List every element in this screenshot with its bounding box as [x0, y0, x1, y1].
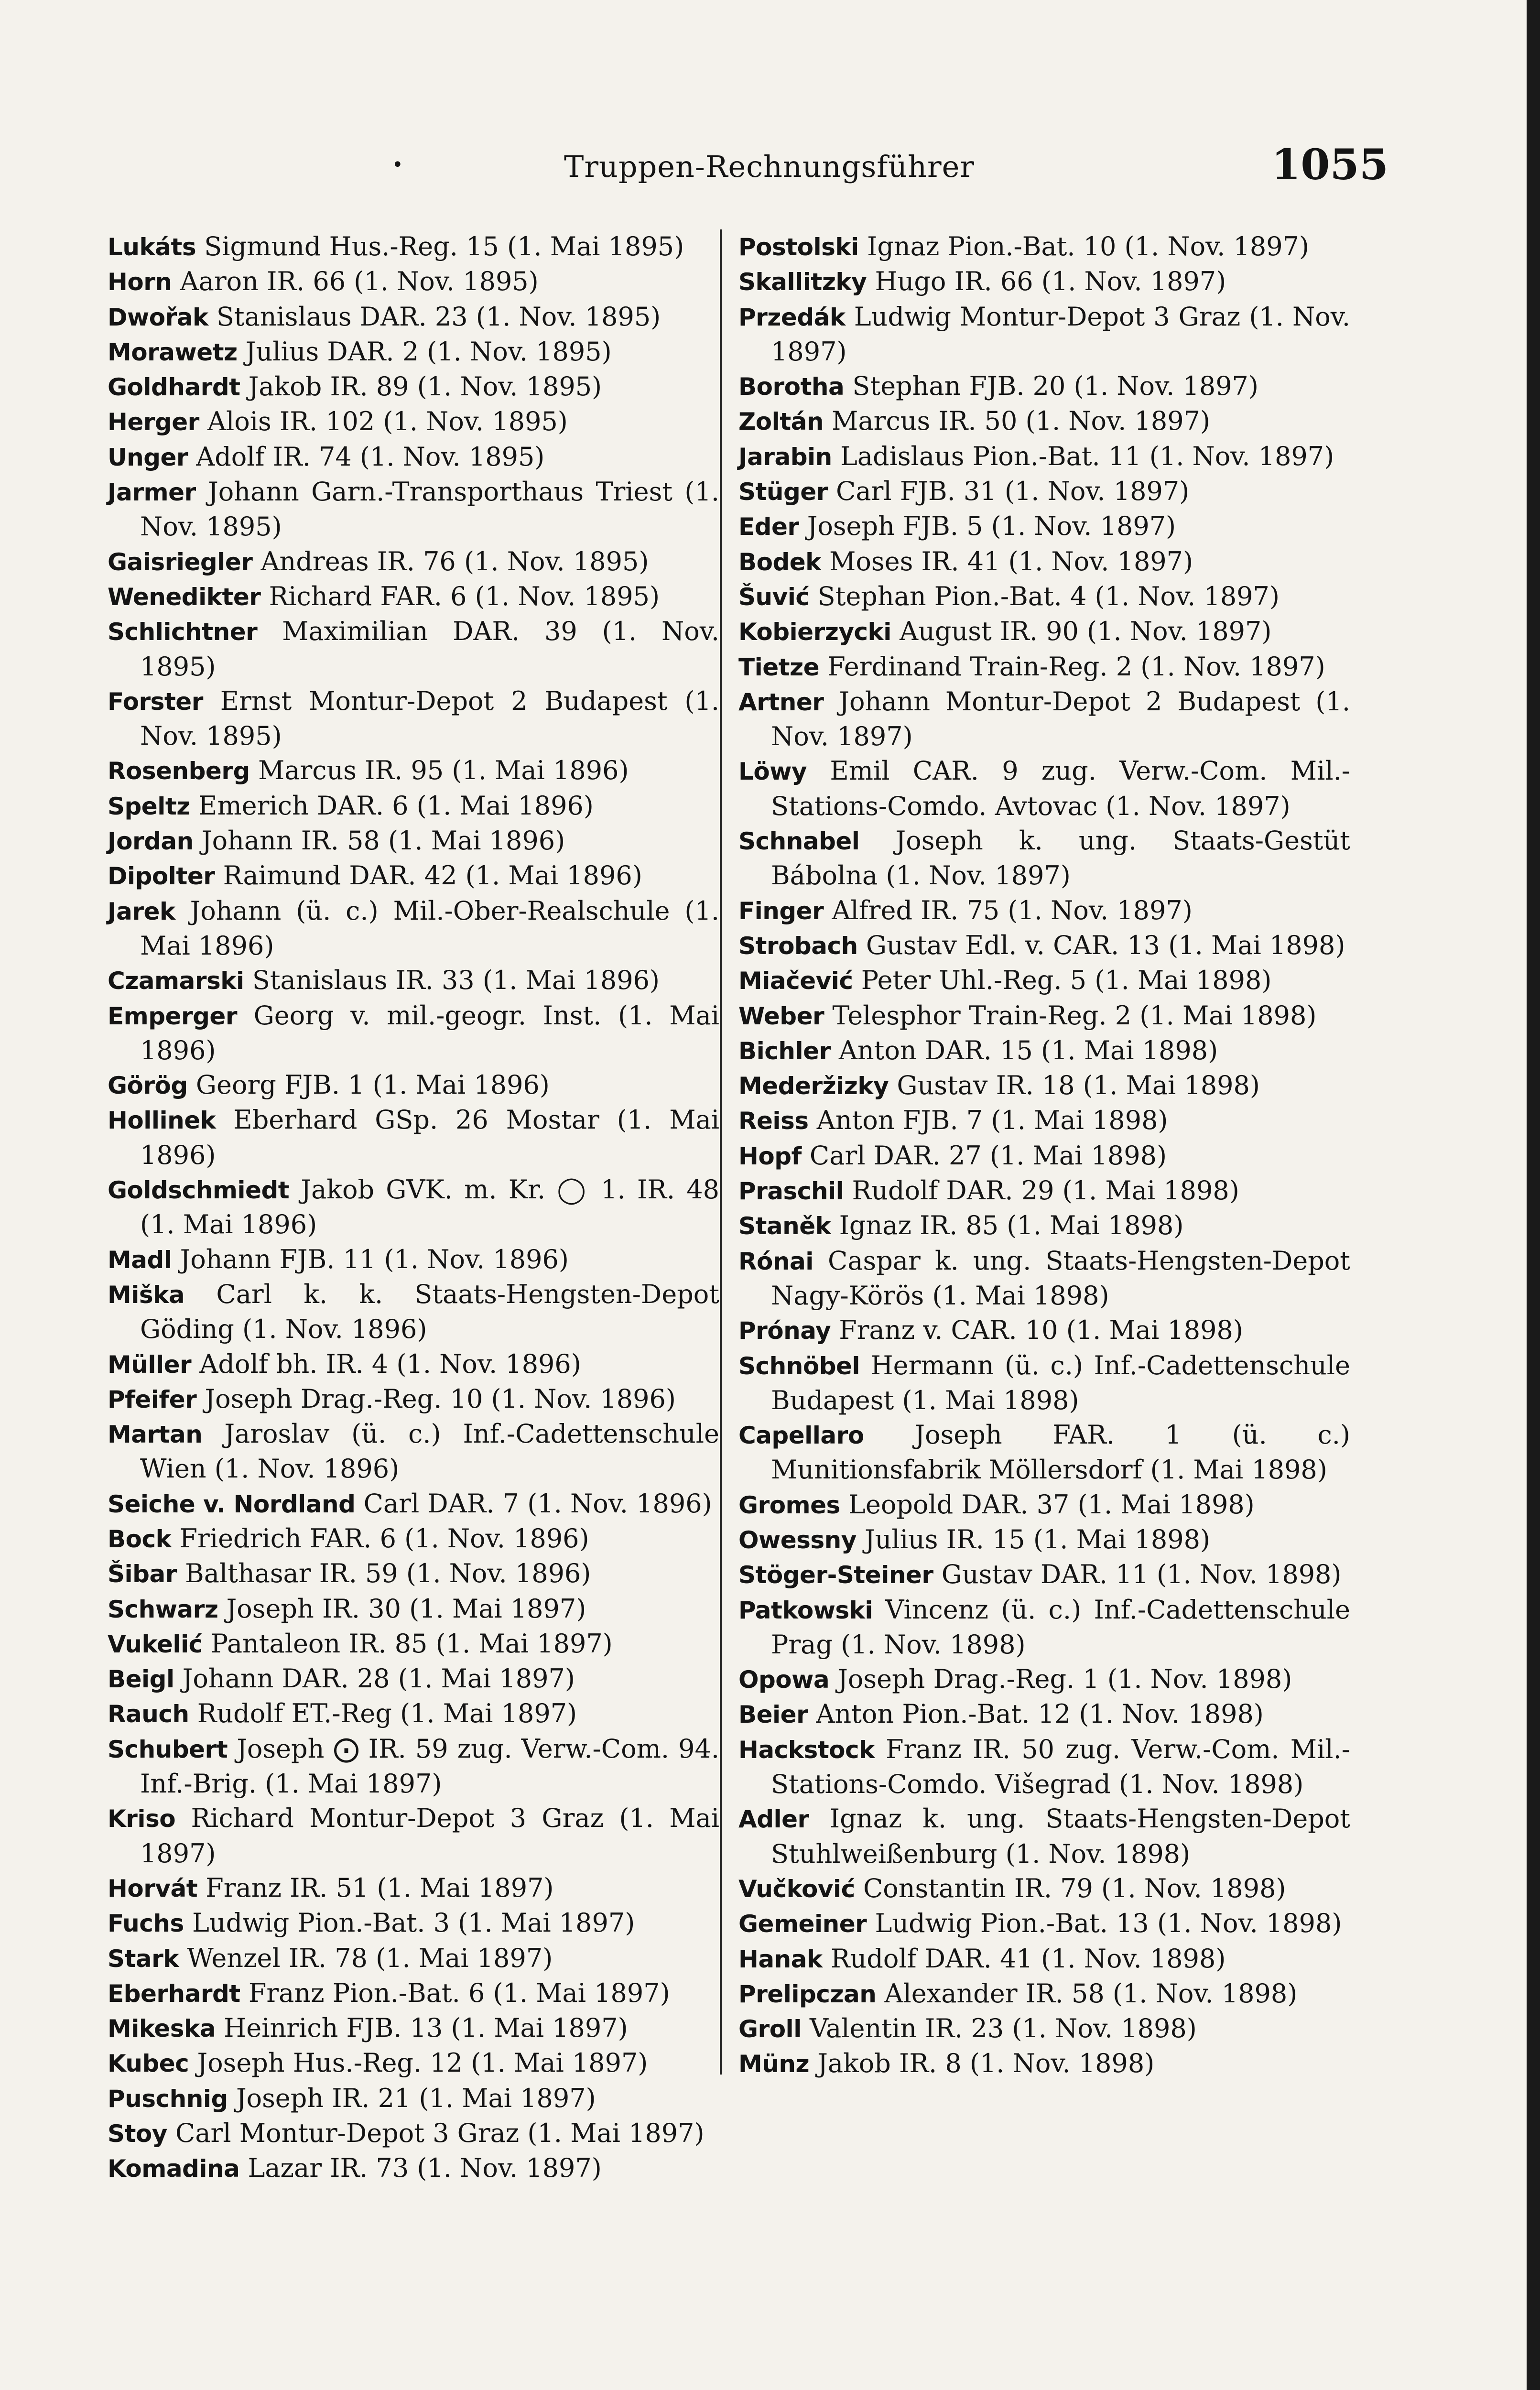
register-entry	[738, 963, 1350, 998]
entry-surname: Horvát	[108, 1874, 198, 1902]
register-entry	[108, 300, 719, 335]
register-entry	[108, 1941, 719, 1976]
entry-details: Johann DAR. 28 (1. Mai 1897)	[182, 1663, 575, 1694]
entry-surname: Rauch	[108, 1700, 189, 1728]
entry-details: Andreas IR. 76 (1. Nov. 1895)	[260, 546, 649, 576]
register-entry	[108, 2151, 719, 2186]
entry-surname: Prelipczan	[738, 1980, 877, 2008]
entry-details: Anton FJB. 7 (1. Mai 1898)	[816, 1105, 1168, 1136]
register-entry	[738, 1488, 1350, 1522]
register-entry	[108, 2011, 719, 2046]
entry-details: Julius IR. 15 (1. Mai 1898)	[865, 1524, 1210, 1554]
entry-details: Carl DAR. 27 (1. Mai 1898)	[809, 1140, 1167, 1171]
register-entry	[738, 1557, 1350, 1592]
entry-surname: Jarek	[108, 897, 175, 925]
entry-surname: Schlichtner	[108, 618, 258, 646]
register-entry	[108, 999, 719, 1068]
register-entry	[738, 1348, 1350, 1418]
entry-details: Jakob GVK. m. Kr. ◯ 1. IR. 48 (1. Mai 1896)	[140, 1174, 719, 1240]
entry-details: Peter Uhl.-Reg. 5 (1. Mai 1898)	[861, 965, 1272, 996]
entry-details: Ernst Montur-Depot 2 Budapest (1. Nov. 1895)	[140, 685, 719, 751]
register-entry	[108, 1627, 719, 1662]
register-entry	[108, 614, 719, 684]
register-entry	[108, 1242, 719, 1277]
register-entry	[738, 1033, 1350, 1068]
register-entry	[108, 404, 719, 439]
entry-surname: Schnabel	[738, 827, 860, 856]
page-header	[0, 140, 1540, 197]
entry-surname: Prónay	[738, 1317, 831, 1345]
register-entry	[108, 1382, 719, 1417]
entry-details: Marcus IR. 50 (1. Nov. 1897)	[832, 406, 1210, 436]
entry-surname: Komadina	[108, 2155, 240, 2183]
entry-surname: Šibar	[108, 1560, 177, 1588]
entry-details: Ludwig Pion.-Bat. 3 (1. Mai 1897)	[192, 1908, 635, 1938]
entry-surname: Schwarz	[108, 1595, 218, 1623]
entry-details: Leopold DAR. 37 (1. Mai 1898)	[848, 1489, 1255, 1520]
entry-details: Alois IR. 102 (1. Nov. 1895)	[207, 406, 568, 437]
register-entry	[738, 2046, 1350, 2081]
register-entry	[108, 544, 719, 579]
entry-surname: Hollinek	[108, 1107, 216, 1135]
entry-surname: Goldschmiedt	[108, 1176, 290, 1205]
register-entry	[738, 1802, 1350, 1871]
left-column	[108, 229, 719, 2186]
entry-details: Valentin IR. 23 (1. Nov. 1898)	[810, 2013, 1197, 2044]
entry-details: Vincenz (ü. c.) Inf.-Cadettenschule Prag (1. Nov. 1898)	[771, 1594, 1351, 1660]
page-number: 1055	[1271, 140, 1388, 189]
entry-surname: Miška	[108, 1281, 185, 1309]
entry-details: Julius DAR. 2 (1. Nov. 1895)	[245, 336, 612, 367]
register-entry	[738, 1244, 1350, 1314]
register-entry	[738, 1522, 1350, 1557]
entry-details: Anton DAR. 15 (1. Mai 1898)	[838, 1035, 1218, 1065]
register-entry	[108, 440, 719, 475]
entry-surname: Šuvić	[738, 583, 810, 611]
register-entry	[108, 894, 719, 964]
entry-surname: Kriso	[108, 1805, 176, 1833]
register-entry	[738, 1593, 1350, 1662]
entry-details: Moses IR. 41 (1. Nov. 1897)	[829, 546, 1193, 576]
register-entry	[738, 369, 1350, 404]
entry-surname: Finger	[738, 897, 824, 925]
register-entry	[738, 1906, 1350, 1941]
entry-surname: Löwy	[738, 758, 807, 786]
entry-surname: Martan	[108, 1421, 203, 1449]
register-entry	[738, 300, 1350, 369]
entry-surname: Vučković	[738, 1875, 855, 1903]
register-entry	[108, 475, 719, 544]
entry-details: Johann FJB. 11 (1. Nov. 1896)	[180, 1244, 569, 1274]
entry-details: Gustav Edl. v. CAR. 13 (1. Mai 1898)	[866, 930, 1345, 960]
entry-details: Joseph Drag.-Reg. 1 (1. Nov. 1898)	[837, 1664, 1292, 1695]
register-entry	[738, 928, 1350, 963]
entry-details: Ludwig Montur-Depot 3 Graz (1. Nov. 1897)	[771, 301, 1350, 367]
register-entry	[108, 1417, 719, 1487]
entry-details: Richard Montur-Depot 3 Graz (1. Mai 1897)	[140, 1803, 719, 1869]
entry-surname: Owessny	[738, 1526, 857, 1554]
entry-surname: Strobach	[738, 932, 858, 960]
entry-surname: Adler	[738, 1805, 809, 1834]
entry-details: Ladislaus Pion.-Bat. 11 (1. Nov. 1897)	[840, 441, 1334, 471]
entry-surname: Emperger	[108, 1002, 237, 1030]
entry-surname: Stark	[108, 1945, 179, 1973]
register-entry	[738, 1173, 1350, 1208]
register-entry	[108, 1347, 719, 1382]
register-entry	[108, 1976, 719, 2011]
entry-surname: Artner	[738, 688, 824, 716]
entry-surname: Gromes	[738, 1491, 840, 1519]
header-mark: •	[392, 154, 403, 176]
register-entry	[108, 229, 719, 264]
running-title: Truppen-Rechnungsführer	[564, 149, 975, 184]
entry-details: Lazar IR. 73 (1. Nov. 1897)	[248, 2153, 602, 2184]
entry-surname: Weber	[738, 1002, 824, 1030]
register-entry	[108, 1487, 719, 1521]
entry-surname: Hopf	[738, 1142, 802, 1170]
entry-surname: Herger	[108, 408, 199, 436]
entry-surname: Wenedikter	[108, 583, 261, 611]
entry-surname: Eberhardt	[108, 1979, 240, 2008]
register-entry	[738, 2011, 1350, 2046]
register-entry	[738, 614, 1350, 649]
entry-details: Georg v. mil.-geogr. Inst. (1. Mai 1896)	[140, 1000, 719, 1065]
entry-surname: Bock	[108, 1525, 172, 1553]
register-entry	[738, 999, 1350, 1033]
register-entry	[738, 474, 1350, 509]
entry-surname: Mikeska	[108, 2015, 216, 2043]
register-entry	[108, 369, 719, 404]
entry-surname: Unger	[108, 443, 188, 471]
register-entry	[108, 824, 719, 858]
register-entry	[738, 229, 1350, 264]
register-entry	[108, 1592, 719, 1627]
entry-details: Adolf IR. 74 (1. Nov. 1895)	[196, 441, 545, 472]
entry-surname: Postolski	[738, 233, 859, 261]
register-entry	[738, 1103, 1350, 1138]
register-entry	[108, 1068, 719, 1103]
register-entry	[108, 1173, 719, 1242]
entry-details: Stanislaus IR. 33 (1. Mai 1896)	[252, 965, 660, 996]
entry-details: Aaron IR. 66 (1. Nov. 1895)	[180, 266, 539, 297]
entry-surname: Mederžizky	[738, 1072, 889, 1100]
register-entry	[738, 893, 1350, 928]
entry-surname: Fuchs	[108, 1910, 184, 1938]
register-entry	[738, 1697, 1350, 1732]
register-entry	[108, 1906, 719, 1941]
entry-details: August IR. 90 (1. Nov. 1897)	[900, 616, 1272, 647]
entry-surname: Jordan	[108, 827, 194, 856]
entry-surname: Stoy	[108, 2120, 167, 2148]
register-entry	[738, 1871, 1350, 1906]
entry-surname: Goldhardt	[108, 373, 240, 402]
entry-surname: Jarabin	[738, 443, 832, 471]
entry-surname: Rónai	[738, 1247, 813, 1275]
register-entry	[108, 753, 719, 788]
scan-border	[1527, 0, 1540, 2390]
entry-surname: Beigl	[108, 1665, 174, 1694]
register-entry	[108, 335, 719, 369]
entry-surname: Speltz	[108, 792, 190, 820]
register-entry	[738, 404, 1350, 439]
entry-surname: Pfeifer	[108, 1385, 197, 1413]
register-entry	[738, 754, 1350, 824]
entry-details: Johann Montur-Depot 2 Budapest (1. Nov. 1897)	[771, 686, 1350, 752]
right-column	[738, 229, 1350, 2082]
register-entry	[738, 1977, 1350, 2011]
register-entry	[738, 579, 1350, 614]
entry-details: Raimund DAR. 42 (1. Mai 1896)	[223, 860, 642, 891]
entry-surname: Forster	[108, 687, 203, 716]
entry-details: Joseph Drag.-Reg. 10 (1. Nov. 1896)	[205, 1383, 676, 1414]
entry-surname: Hanak	[738, 1945, 823, 1973]
register-entry	[738, 1208, 1350, 1243]
entry-details: Stephan Pion.-Bat. 4 (1. Nov. 1897)	[817, 581, 1280, 611]
entry-surname: Staněk	[738, 1212, 831, 1240]
entry-details: Ludwig Pion.-Bat. 13 (1. Nov. 1898)	[875, 1908, 1342, 1939]
entry-details: Ignaz Pion.-Bat. 10 (1. Nov. 1897)	[867, 231, 1309, 261]
entry-details: Georg FJB. 1 (1. Mai 1896)	[195, 1070, 550, 1100]
register-entry	[108, 1556, 719, 1591]
entry-details: Anton Pion.-Bat. 12 (1. Nov. 1898)	[816, 1699, 1264, 1729]
register-entry	[738, 1418, 1350, 1488]
register-entry	[108, 789, 719, 824]
register-entry	[738, 1942, 1350, 1977]
entry-details: Johann Garn.-Transporthaus Triest (1. Nov. 1895)	[140, 477, 719, 542]
entry-details: Franz IR. 50 zug. Verw.-Com. Mil.-Stations-Comdo. Višegrad (1. Nov. 1898)	[771, 1734, 1350, 1800]
entry-details: Telesphor Train-Reg. 2 (1. Mai 1898)	[832, 1000, 1317, 1031]
entry-surname: Görög	[108, 1072, 188, 1100]
register-entry	[738, 650, 1350, 684]
entry-details: Gustav IR. 18 (1. Mai 1898)	[897, 1070, 1260, 1101]
entry-details: Eberhard GSp. 26 Mostar (1. Mai 1896)	[140, 1105, 719, 1170]
entry-details: Joseph IR. 21 (1. Mai 1897)	[236, 2083, 596, 2113]
entry-details: Hugo IR. 66 (1. Nov. 1897)	[875, 266, 1226, 297]
entry-details: Jakob IR. 89 (1. Nov. 1895)	[248, 371, 602, 402]
entry-surname: Jarmer	[108, 478, 196, 507]
entry-surname: Tietze	[738, 653, 820, 681]
register-entry	[108, 264, 719, 299]
entry-details: Gustav DAR. 11 (1. Nov. 1898)	[941, 1559, 1342, 1590]
register-entry	[738, 1732, 1350, 1802]
entry-surname: Skallitzky	[738, 268, 867, 296]
entry-details: Hermann (ü. c.) Inf.-Cadettenschule Budapest (1. Mai 1898)	[771, 1350, 1350, 1415]
entry-surname: Münz	[738, 2050, 810, 2078]
register-entry	[738, 1068, 1350, 1103]
entry-surname: Patkowski	[738, 1596, 873, 1624]
entry-details: Ferdinand Train-Reg. 2 (1. Nov. 1897)	[827, 651, 1325, 682]
entry-details: Stephan FJB. 20 (1. Nov. 1897)	[852, 371, 1258, 402]
entry-surname: Lukáts	[108, 233, 196, 261]
register-entry	[738, 1139, 1350, 1173]
entry-details: Emil CAR. 9 zug. Verw.-Com. Mil.-Stations-Comdo. Avtovac (1. Nov. 1897)	[771, 756, 1350, 821]
entry-details: Stanislaus DAR. 23 (1. Nov. 1895)	[216, 301, 661, 332]
column-divider	[720, 229, 722, 2075]
entry-details: Franz Pion.-Bat. 6 (1. Mai 1897)	[248, 1977, 670, 2008]
register-entry	[738, 509, 1350, 544]
entry-details: Johann (ü. c.) Mil.-Ober-Realschule (1. Mai 1896)	[140, 895, 720, 961]
entry-surname: Schubert	[108, 1735, 228, 1763]
entry-surname: Hackstock	[738, 1736, 875, 1764]
entry-details: Jaroslav (ü. c.) Inf.-Cadettenschule Wien (1. Nov. 1896)	[140, 1419, 720, 1484]
entry-details: Joseph IR. 30 (1. Mai 1897)	[226, 1593, 586, 1624]
entry-details: Carl DAR. 7 (1. Nov. 1896)	[363, 1488, 712, 1519]
entry-details: Constantin IR. 79 (1. Nov. 1898)	[863, 1873, 1286, 1903]
register-entry	[108, 579, 719, 614]
entry-details: Balthasar IR. 59 (1. Nov. 1896)	[185, 1558, 591, 1589]
register-entry	[738, 439, 1350, 474]
register-entry	[108, 684, 719, 754]
entry-details: Sigmund Hus.-Reg. 15 (1. Mai 1895)	[204, 231, 684, 261]
entry-details: Joseph FJB. 5 (1. Nov. 1897)	[807, 511, 1176, 542]
entry-surname: Dipolter	[108, 862, 215, 891]
entry-details: Carl FJB. 31 (1. Nov. 1897)	[836, 476, 1190, 507]
entry-surname: Schnöbel	[738, 1352, 860, 1380]
register-entry	[108, 2046, 719, 2081]
entry-surname: Capellaro	[738, 1422, 864, 1450]
register-entry	[108, 858, 719, 893]
entry-details: Maximilian DAR. 39 (1. Nov. 1895)	[140, 616, 719, 682]
entry-surname: Madl	[108, 1246, 172, 1274]
entry-details: Joseph ⨀ IR. 59 zug. Verw.-Com. 94. Inf.-Brig. (1. Mai 1897)	[140, 1733, 719, 1799]
entry-surname: Morawetz	[108, 338, 238, 366]
register-entry	[108, 2081, 719, 2116]
entry-details: Joseph FAR. 1 (ü. c.) Munitionsfabrik Möllersdorf (1. Mai 1898)	[771, 1420, 1350, 1485]
register-entry	[108, 1732, 719, 1802]
entry-details: Richard FAR. 6 (1. Nov. 1895)	[269, 581, 660, 611]
entry-details: Alexander IR. 58 (1. Nov. 1898)	[884, 1978, 1298, 2009]
entry-details: Joseph Hus.-Reg. 12 (1. Mai 1897)	[197, 2048, 648, 2078]
entry-surname: Müller	[108, 1350, 192, 1379]
entry-surname: Borotha	[738, 373, 845, 401]
entry-details: Friedrich FAR. 6 (1. Nov. 1896)	[179, 1523, 589, 1554]
entry-surname: Zoltán	[738, 408, 824, 436]
entry-details: Pantaleon IR. 85 (1. Mai 1897)	[210, 1628, 613, 1659]
entry-details: Carl k. k. Staats-Hengsten-Depot Göding (1. Nov. 1896)	[140, 1279, 719, 1345]
entry-details: Rudolf DAR. 41 (1. Nov. 1898)	[830, 1943, 1226, 1974]
entry-surname: Stüger	[738, 478, 828, 506]
entry-surname: Czamarski	[108, 967, 244, 995]
register-entry	[108, 1696, 719, 1731]
entry-details: Jakob IR. 8 (1. Nov. 1898)	[817, 2048, 1155, 2079]
entry-details: Adolf bh. IR. 4 (1. Nov. 1896)	[199, 1348, 581, 1379]
register-entry	[108, 1662, 719, 1696]
entry-surname: Horn	[108, 268, 172, 296]
register-entry	[738, 264, 1350, 299]
entry-details: Franz IR. 51 (1. Mai 1897)	[206, 1872, 554, 1903]
entry-surname: Beier	[738, 1701, 808, 1729]
entry-surname: Seiche v. Nordland	[108, 1490, 356, 1518]
entry-surname: Praschil	[738, 1177, 844, 1206]
entry-surname: Vukelić	[108, 1630, 203, 1658]
entry-details: Ignaz IR. 85 (1. Mai 1898)	[839, 1210, 1184, 1241]
entry-surname: Dwořak	[108, 303, 208, 331]
entry-details: Johann IR. 58 (1. Mai 1896)	[201, 826, 565, 856]
entry-details: Joseph k. ung. Staats-Gestüt Bábolna (1. Nov. 1897)	[771, 826, 1350, 891]
entry-details: Franz v. CAR. 10 (1. Mai 1898)	[839, 1315, 1243, 1346]
register-entry	[108, 1801, 719, 1871]
entry-details: Rudolf DAR. 29 (1. Mai 1898)	[852, 1175, 1239, 1206]
entry-details: Heinrich FJB. 13 (1. Mai 1897)	[224, 2013, 628, 2043]
entry-surname: Bichler	[738, 1037, 831, 1065]
entry-details: Caspar k. ung. Staats-Hengsten-Depot Nagy-Körös (1. Mai 1898)	[771, 1245, 1351, 1311]
register-entry	[108, 1521, 719, 1556]
entry-details: Wenzel IR. 78 (1. Mai 1897)	[187, 1943, 553, 1973]
entry-surname: Stöger-Steiner	[738, 1561, 933, 1589]
entry-details: Emerich DAR. 6 (1. Mai 1896)	[198, 790, 594, 821]
register-entry	[738, 1662, 1350, 1697]
entry-surname: Miačević	[738, 967, 853, 995]
entry-surname: Reiss	[738, 1107, 809, 1135]
entry-surname: Kubec	[108, 2050, 189, 2078]
entry-surname: Eder	[738, 513, 799, 541]
entry-details: Ignaz k. ung. Staats-Hengsten-Depot Stuhlweißenburg (1. Nov. 1898)	[771, 1803, 1350, 1869]
entry-details: Alfred IR. 75 (1. Nov. 1897)	[832, 895, 1193, 925]
register-entry	[108, 2116, 719, 2151]
register-entry	[738, 824, 1350, 893]
register-entry	[108, 1103, 719, 1173]
register-entry	[108, 1871, 719, 1906]
entry-surname: Gaisriegler	[108, 548, 253, 576]
entry-details: Carl Montur-Depot 3 Graz (1. Mai 1897)	[175, 2118, 705, 2149]
entry-surname: Gemeiner	[738, 1910, 867, 1938]
entry-details: Marcus IR. 95 (1. Mai 1896)	[258, 755, 629, 786]
entry-details: Rudolf ET.-Reg (1. Mai 1897)	[197, 1698, 577, 1729]
entry-surname: Kobierzycki	[738, 618, 891, 646]
register-entry	[738, 684, 1350, 754]
register-entry	[108, 963, 719, 998]
entry-surname: Rosenberg	[108, 757, 250, 785]
register-entry	[738, 544, 1350, 579]
register-entry	[738, 1313, 1350, 1348]
entry-surname: Opowa	[738, 1666, 830, 1694]
entry-surname: Groll	[738, 2015, 802, 2043]
entry-surname: Puschnig	[108, 2085, 228, 2113]
entry-surname: Bodek	[738, 548, 821, 576]
register-entry	[108, 1277, 719, 1347]
entry-surname: Przedák	[738, 303, 846, 331]
